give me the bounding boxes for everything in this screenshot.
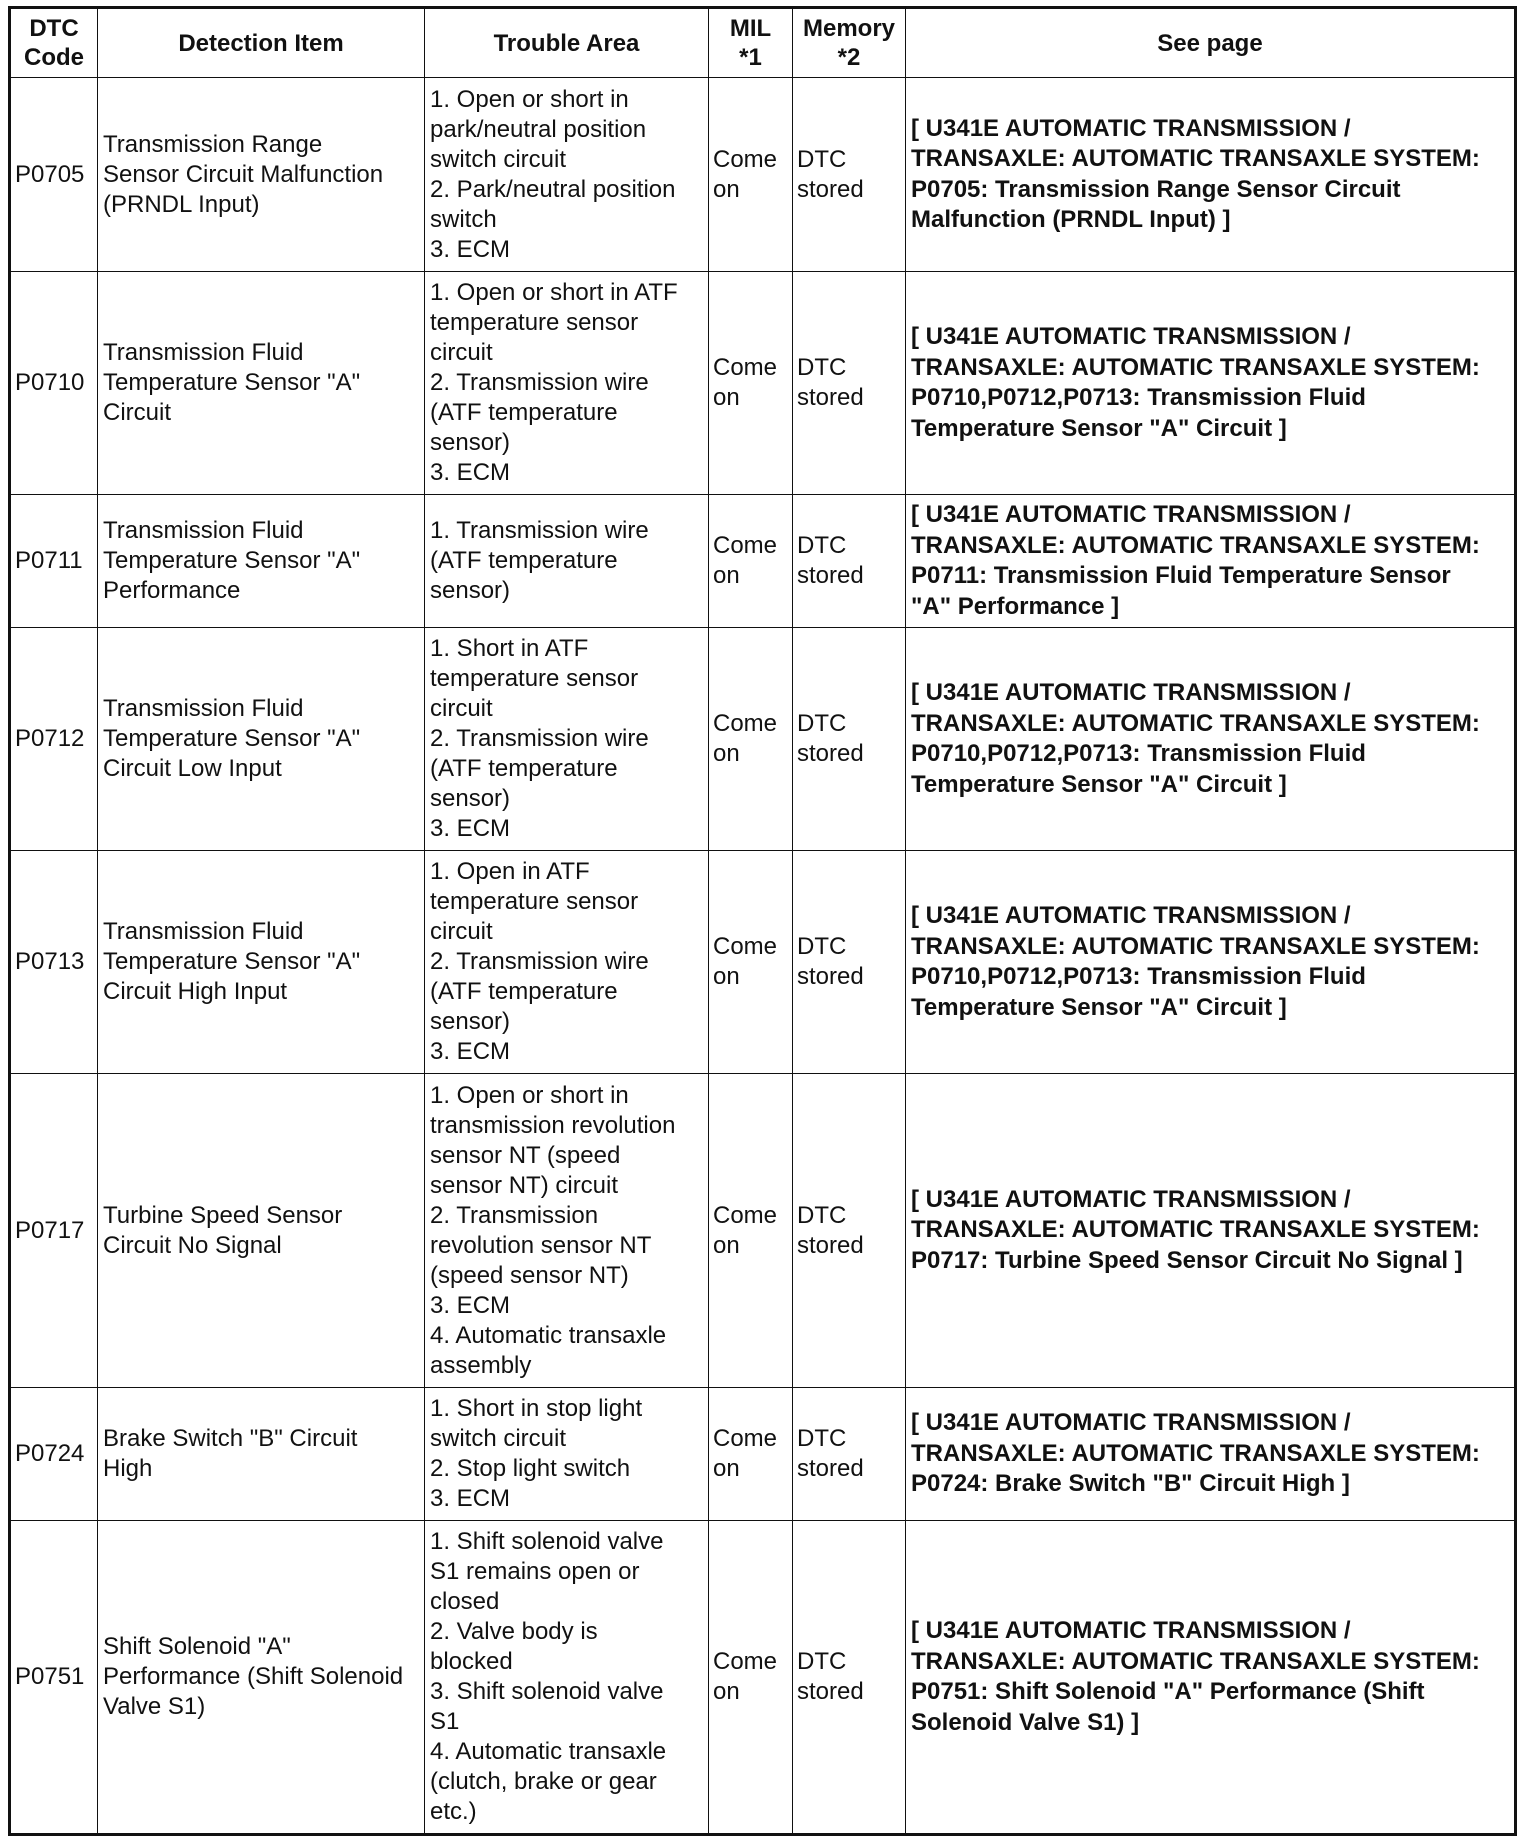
see-page-link[interactable]: [ U341E AUTOMATIC TRANSMISSION / TRANSAXLE: AUTOMATIC TRANSAXLE SYSTEM: P0717: Turbine Speed Sensor Circuit No Signal ]	[906, 1074, 1516, 1388]
table-row	[10, 272, 1516, 495]
memory-cell: DTC stored	[793, 851, 906, 1074]
memory-cell: DTC stored	[793, 78, 906, 272]
dtc-code-cell: P0751	[10, 1521, 98, 1835]
detection-item-cell: Turbine Speed Sensor Circuit No Signal	[98, 1074, 425, 1388]
table-row	[10, 495, 1516, 628]
detection-item-cell: Transmission Range Sensor Circuit Malfunction (PRNDL Input)	[98, 78, 425, 272]
trouble-area-cell: 1. Open in ATF temperature sensor circuit 2. Transmission wire (ATF temperature sensor) 3. ECM	[425, 851, 709, 1074]
table-row	[10, 1388, 1516, 1521]
header-see-page: See page	[906, 8, 1516, 78]
dtc-code-cell: P0710	[10, 272, 98, 495]
memory-cell: DTC stored	[793, 495, 906, 628]
trouble-area-cell: 1. Short in stop light switch circuit 2. Stop light switch 3. ECM	[425, 1388, 709, 1521]
header-mil: MIL *1	[709, 8, 793, 78]
dtc-code-cell: P0705	[10, 78, 98, 272]
mil-cell: Come on	[709, 272, 793, 495]
dtc-code-cell: P0724	[10, 1388, 98, 1521]
mil-cell: Come on	[709, 1521, 793, 1835]
memory-cell: DTC stored	[793, 272, 906, 495]
see-page-link[interactable]: [ U341E AUTOMATIC TRANSMISSION / TRANSAXLE: AUTOMATIC TRANSAXLE SYSTEM: P0710,P0712,P0713: Transmission Fluid Temperature Sensor "A" Circuit ]	[906, 628, 1516, 851]
table-header-row	[10, 8, 1516, 78]
table-row	[10, 1521, 1516, 1835]
trouble-area-cell: 1. Short in ATF temperature sensor circuit 2. Transmission wire (ATF temperature sensor) 3. ECM	[425, 628, 709, 851]
mil-cell: Come on	[709, 628, 793, 851]
see-page-link[interactable]: [ U341E AUTOMATIC TRANSMISSION / TRANSAXLE: AUTOMATIC TRANSAXLE SYSTEM: P0724: Brake Switch "B" Circuit High ]	[906, 1388, 1516, 1521]
trouble-area-cell: 1. Transmission wire (ATF temperature sensor)	[425, 495, 709, 628]
memory-cell: DTC stored	[793, 628, 906, 851]
see-page-link[interactable]: [ U341E AUTOMATIC TRANSMISSION / TRANSAXLE: AUTOMATIC TRANSAXLE SYSTEM: P0751: Shift Solenoid "A" Performance (Shift Solenoid Valve S1) ]	[906, 1521, 1516, 1835]
table-row	[10, 851, 1516, 1074]
header-memory: Memory *2	[793, 8, 906, 78]
header-trouble-area: Trouble Area	[425, 8, 709, 78]
header-detection-item: Detection Item	[98, 8, 425, 78]
see-page-link[interactable]: [ U341E AUTOMATIC TRANSMISSION / TRANSAXLE: AUTOMATIC TRANSAXLE SYSTEM: P0705: Transmission Range Sensor Circuit Malfunction (PRNDL Input) ]	[906, 78, 1516, 272]
mil-cell: Come on	[709, 78, 793, 272]
see-page-link[interactable]: [ U341E AUTOMATIC TRANSMISSION / TRANSAXLE: AUTOMATIC TRANSAXLE SYSTEM: P0711: Transmission Fluid Temperature Sensor "A" Performance ]	[906, 495, 1516, 628]
trouble-area-cell: 1. Open or short in ATF temperature sensor circuit 2. Transmission wire (ATF temperature sensor) 3. ECM	[425, 272, 709, 495]
see-page-link[interactable]: [ U341E AUTOMATIC TRANSMISSION / TRANSAXLE: AUTOMATIC TRANSAXLE SYSTEM: P0710,P0712,P0713: Transmission Fluid Temperature Sensor "A" Circuit ]	[906, 272, 1516, 495]
mil-cell: Come on	[709, 1388, 793, 1521]
dtc-table	[8, 6, 1517, 1836]
detection-item-cell: Transmission Fluid Temperature Sensor "A" Circuit High Input	[98, 851, 425, 1074]
mil-cell: Come on	[709, 1074, 793, 1388]
memory-cell: DTC stored	[793, 1521, 906, 1835]
memory-cell: DTC stored	[793, 1074, 906, 1388]
detection-item-cell: Transmission Fluid Temperature Sensor "A" Circuit	[98, 272, 425, 495]
dtc-code-cell: P0717	[10, 1074, 98, 1388]
mil-cell: Come on	[709, 851, 793, 1074]
dtc-code-cell: P0711	[10, 495, 98, 628]
trouble-area-cell: 1. Open or short in transmission revolution sensor NT (speed sensor NT) circuit 2. Transmission revolution sensor NT (speed sensor NT) 3. ECM 4. Automatic transaxle assembly	[425, 1074, 709, 1388]
table-row	[10, 628, 1516, 851]
dtc-code-cell: P0713	[10, 851, 98, 1074]
trouble-area-cell: 1. Open or short in park/neutral position switch circuit 2. Park/neutral position switch 3. ECM	[425, 78, 709, 272]
see-page-link[interactable]: [ U341E AUTOMATIC TRANSMISSION / TRANSAXLE: AUTOMATIC TRANSAXLE SYSTEM: P0710,P0712,P0713: Transmission Fluid Temperature Sensor "A" Circuit ]	[906, 851, 1516, 1074]
mil-cell: Come on	[709, 495, 793, 628]
detection-item-cell: Transmission Fluid Temperature Sensor "A" Performance	[98, 495, 425, 628]
dtc-code-cell: P0712	[10, 628, 98, 851]
detection-item-cell: Brake Switch "B" Circuit High	[98, 1388, 425, 1521]
detection-item-cell: Shift Solenoid "A" Performance (Shift Solenoid Valve S1)	[98, 1521, 425, 1835]
trouble-area-cell: 1. Shift solenoid valve S1 remains open or closed 2. Valve body is blocked 3. Shift solenoid valve S1 4. Automatic transaxle (clutch, brake or gear etc.)	[425, 1521, 709, 1835]
table-row	[10, 78, 1516, 272]
header-dtc-code: DTC Code	[10, 8, 98, 78]
memory-cell: DTC stored	[793, 1388, 906, 1521]
detection-item-cell: Transmission Fluid Temperature Sensor "A" Circuit Low Input	[98, 628, 425, 851]
table-row	[10, 1074, 1516, 1388]
